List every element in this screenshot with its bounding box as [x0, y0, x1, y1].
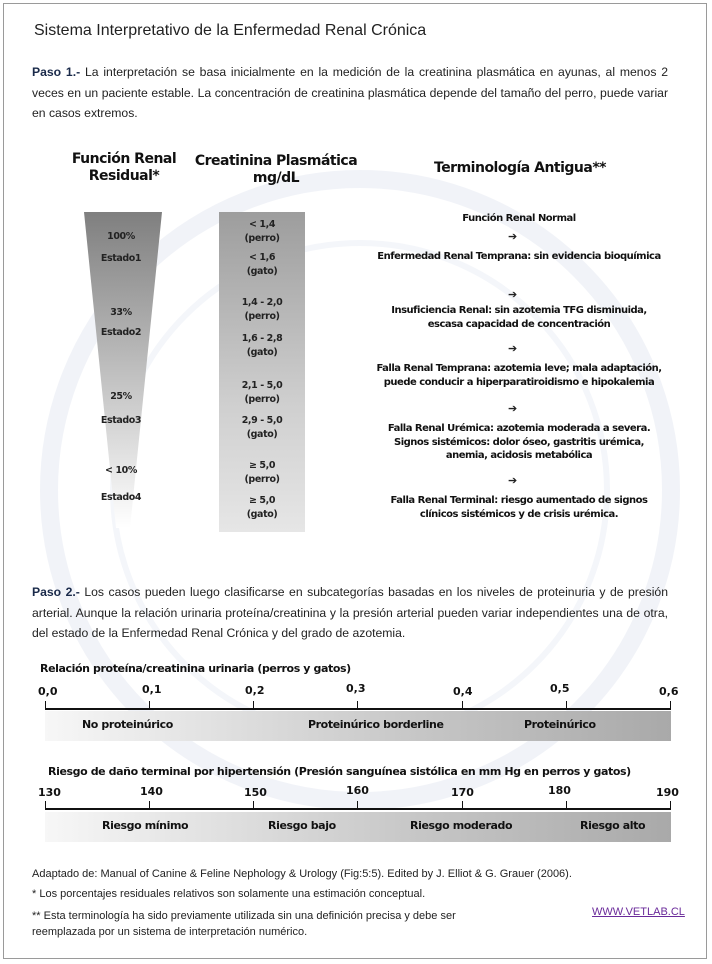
protein-band-2: Proteinúrico borderline	[308, 718, 444, 731]
axis-tick-mark	[45, 701, 46, 709]
axis-tick-mark	[357, 801, 358, 809]
bp-band-2: Riesgo bajo	[268, 819, 336, 832]
paso1-paragraph	[32, 62, 668, 124]
creat-3: 1,4 - 2,0 (perro)	[241, 297, 283, 322]
paso1-label: Paso 1.-	[32, 65, 81, 79]
protein-tick: 0,2	[245, 684, 265, 697]
bp-tick: 190	[656, 786, 679, 799]
arrow-down-icon: ➔	[508, 403, 518, 415]
funnel-pct-3: 25%	[110, 391, 132, 402]
axis-tick-mark	[149, 801, 150, 809]
funnel-estado-1: Estado1	[100, 253, 142, 264]
creat-5: 2,1 - 5,0 (perro)	[241, 380, 283, 405]
funnel-pct-2: 33%	[110, 307, 132, 318]
protein-tick: 0,4	[453, 685, 473, 698]
protein-band-1: No proteinúrico	[82, 718, 173, 731]
header-terminologia: Terminología Antigua**	[434, 160, 606, 176]
protein-scale-title: Relación proteína/creatinina urinaria (perros y gatos)	[40, 662, 351, 675]
page-title: Sistema Interpretativo de la Enfermedad Renal Crónica	[34, 22, 427, 39]
creat-6: 2,9 - 5,0 (gato)	[241, 415, 283, 440]
axis-tick-mark	[566, 701, 567, 709]
bp-band-1: Riesgo mínimo	[102, 819, 189, 832]
creat-4: 1,6 - 2,8 (gato)	[241, 333, 283, 358]
creat-7: ≥ 5,0 (perro)	[244, 460, 280, 485]
bp-tick: 140	[140, 785, 163, 798]
arrow-down-icon: ➔	[508, 475, 518, 487]
paso2-label: Paso 2.-	[32, 585, 80, 599]
bp-scale-title: Riesgo de daño terminal por hipertensión (Presión sanguínea sistólica en mm Hg en perros y gatos)	[48, 765, 631, 778]
funnel-estado-3: Estado3	[100, 415, 142, 426]
term-4: Falla Renal Temprana: azotemia leve; mala adaptación, puede conducir a hiperparatiroidismo e hipokalemia	[376, 363, 662, 388]
vetlab-link[interactable]: WWW.VETLAB.CL	[592, 906, 685, 918]
header-creatinina: Creatinina Plasmática mg/dL	[194, 153, 358, 186]
arrow-down-icon: ➔	[508, 231, 518, 243]
bp-tick: 160	[346, 784, 369, 797]
protein-band-3: Proteinúrico	[524, 718, 596, 731]
term-1: Función Renal Normal	[462, 213, 576, 224]
protein-axis	[45, 708, 671, 710]
funnel-estado-2: Estado2	[100, 327, 142, 338]
paso1-text: La interpretación se basa inicialmente en la medición de la creatinina plasmática en ayunas, al menos 2 veces en un paciente estable. La concentración de creatinina plasmática depende del tamaño del perro, puede variar en casos extremos.	[32, 65, 668, 120]
bp-tick: 150	[244, 786, 267, 799]
term-5: Falla Renal Urémica: azotemia moderada a severa. Signos sistémicos: dolor óseo, gastritis urémica, anemia, acidosis metabólica	[387, 423, 651, 461]
protein-tick: 0,6	[659, 685, 679, 698]
axis-tick-mark	[670, 701, 671, 709]
axis-tick-mark	[45, 801, 46, 809]
protein-tick: 0,1	[142, 683, 162, 696]
funnel-estado-4: Estado4	[100, 492, 142, 503]
axis-tick-mark	[462, 701, 463, 709]
creat-1: < 1,4 (perro)	[244, 219, 280, 244]
footer-source: Adaptado de: Manual of Canine & Feline Nephology & Urology (Fig:5:5). Edited by J. Elliot & G. Grauer (2006).	[32, 868, 572, 880]
bp-tick: 170	[451, 786, 474, 799]
creat-8: ≥ 5,0 (gato)	[246, 495, 278, 520]
axis-tick-mark	[253, 701, 254, 709]
axis-tick-mark	[149, 701, 150, 709]
term-3: Insuficiencia Renal: sin azotemia TFG disminuida, escasa capacidad de concentración	[391, 305, 647, 330]
header-funcion-renal: Función Renal Residual*	[71, 151, 177, 184]
bp-tick: 180	[548, 784, 571, 797]
arrow-down-icon: ➔	[508, 343, 518, 355]
footer-note-1: * Los porcentajes residuales relativos son solamente una estimación conceptual.	[32, 888, 426, 900]
footer-note-2: ** Esta terminología ha sido previamente utilizada sin una definición precisa y debe ser reemplazada por un sistema de interpretación numérico.	[32, 910, 456, 938]
arrow-down-icon: ➔	[508, 289, 518, 301]
axis-tick-mark	[566, 801, 567, 809]
term-2: Enfermedad Renal Temprana: sin evidencia bioquímica	[377, 251, 661, 262]
funnel-pct-1: 100%	[107, 231, 135, 242]
axis-tick-mark	[357, 701, 358, 709]
protein-tick: 0,0	[38, 685, 58, 698]
axis-tick-mark	[253, 801, 254, 809]
creat-2: < 1,6 (gato)	[246, 252, 278, 277]
paso2-text: Los casos pueden luego clasificarse en subcategorías basadas en los niveles de proteinuria y de presión arterial. Aunque la relación urinaria proteína/creatinina y la presión arterial pueden variar independientes una de otra, del estado de la Enfermedad Renal Crónica y del grado de azotemia.	[32, 585, 668, 640]
protein-tick: 0,3	[346, 682, 366, 695]
paso2-paragraph	[32, 582, 668, 644]
term-6: Falla Renal Terminal: riesgo aumentado de signos clínicos sistémicos y de crisis urémica.	[390, 495, 648, 520]
bp-band-3: Riesgo moderado	[410, 819, 513, 832]
axis-tick-mark	[670, 801, 671, 809]
axis-tick-mark	[462, 801, 463, 809]
protein-tick: 0,5	[550, 682, 570, 695]
bp-axis	[45, 808, 671, 810]
funnel-pct-4: < 10%	[104, 465, 137, 476]
bp-tick: 130	[38, 786, 61, 799]
bp-band-4: Riesgo alto	[580, 819, 646, 832]
